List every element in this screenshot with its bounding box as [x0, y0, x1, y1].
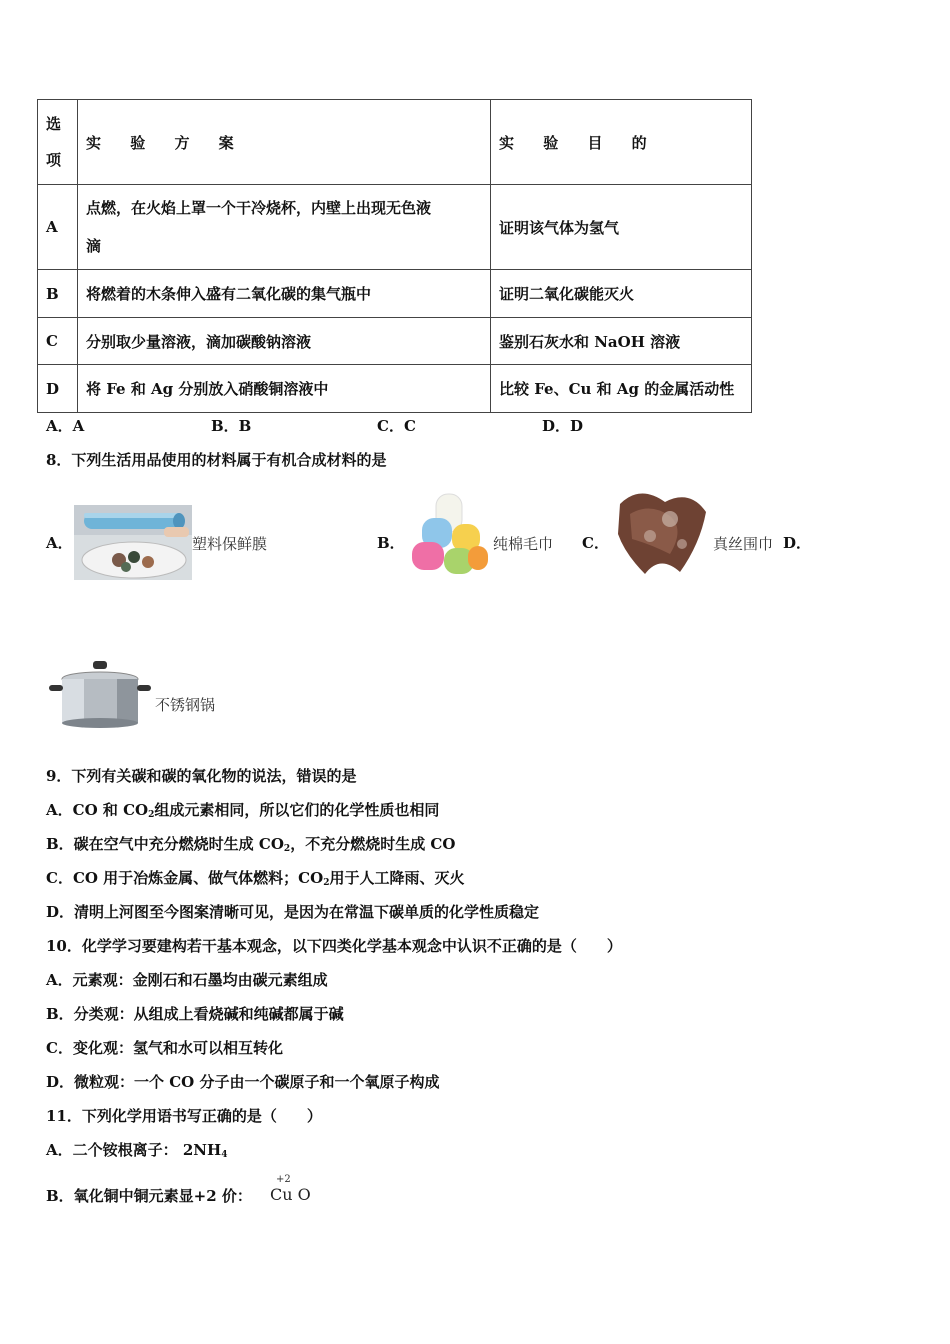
row-goal: 证明该气体为氢气 [491, 185, 752, 270]
q10-option-b: B．分类观：从组成上看烧碱和纯碱都属于碱 [46, 1005, 344, 1023]
q8-option-b-label: B． [377, 534, 405, 552]
header-plan: 实 验 方 案 [78, 100, 491, 185]
q9-c-text: C．CO 用于冶炼金属、做气体燃料；CO [46, 869, 324, 887]
table-row [38, 318, 752, 365]
row-plan: 将 Fe 和 Ag 分别放入硝酸铜溶液中 [78, 365, 491, 413]
row-option: C [38, 318, 78, 365]
q11-a-sub: 4 [221, 1150, 228, 1160]
q9-a-text-post: 组成元素相同，所以它们的化学性质也相同 [154, 801, 440, 819]
row-plan-line1: 点燃，在火焰上罩一个干冷烧杯，内壁上出现无色液 [86, 199, 432, 217]
q11-option-b: B．氧化铜中铜元素显+2 价： [46, 1187, 252, 1205]
q8-option-c-caption: 真丝围巾 [713, 535, 774, 553]
q8-stem: 8．下列生活用品使用的材料属于有机合成材料的是 [46, 451, 387, 469]
q8-option-a-label: A． [46, 534, 73, 552]
q8-option-d-caption: 不锈钢锅 [155, 696, 216, 714]
q9-b-text-post: ，不充分燃烧时生成 CO [290, 835, 456, 853]
q10-option-a: A．元素观：金刚石和石墨均由碳元素组成 [46, 971, 328, 989]
q9-b-sub: 2 [283, 844, 291, 854]
row-plan: 将燃着的木条伸入盛有二氧化碳的集气瓶中 [78, 270, 491, 318]
q9-stem: 9．下列有关碳和碳的氧化物的说法，错误的是 [46, 767, 357, 785]
q11-option-a [46, 1140, 227, 1165]
q9-option-d: D．清明上河图至今图案清晰可见，是因为在常温下碳单质的化学性质稳定 [46, 903, 540, 921]
row-option: D [38, 365, 78, 413]
q8-option-a-caption: 塑料保鲜膜 [192, 535, 268, 553]
q7-option-c: C．C [377, 417, 416, 435]
q9-option-c [46, 868, 464, 893]
row-plan-line2: 滴 [86, 237, 102, 255]
q7-option-d: D．D [542, 417, 584, 435]
plastic-wrap-image [74, 505, 192, 580]
q9-c-text-post: 用于人工降雨、灭火 [329, 869, 465, 887]
q10-stem: 10．化学学习要建构若干基本观念，以下四类化学基本观念中认识不正确的是（ ） [46, 937, 622, 955]
q9-b-text: B．碳在空气中充分燃烧时生成 CO [46, 835, 284, 853]
q9-a-sub: 2 [148, 810, 155, 820]
q9-c-sub: 2 [323, 878, 330, 888]
silk-scarf-image [610, 484, 712, 580]
q11-a-formula: 2NH [182, 1141, 222, 1159]
q11-b-valence: +2 [276, 1174, 291, 1185]
experiment-table [37, 99, 752, 413]
row-option: A [38, 185, 78, 270]
q11-b-formula: Cu O [270, 1185, 311, 1204]
cotton-towel-image [408, 490, 492, 580]
q10-option-d: D．微粒观：一个 CO 分子由一个碳原子和一个氧原子构成 [46, 1073, 440, 1091]
row-goal: 比较 Fe、Cu 和 Ag 的金属活动性 [491, 365, 752, 413]
table-row [38, 185, 752, 270]
q11-a-text: A．二个铵根离子： [46, 1141, 178, 1159]
table-header-row [38, 100, 752, 185]
header-option: 选项 [38, 100, 78, 185]
q8-option-c-label: C． [582, 534, 609, 552]
row-option: B [38, 270, 78, 318]
q7-option-a: A．A [46, 417, 85, 435]
q8-option-d-label: D． [783, 534, 812, 552]
q9-a-text: A．CO 和 CO [46, 801, 149, 819]
q7-option-b: B．B [211, 417, 252, 435]
q10-option-c: C．变化观：氢气和水可以相互转化 [46, 1039, 283, 1057]
q9-option-a [46, 800, 439, 825]
header-goal: 实 验 目 的 [491, 100, 752, 185]
row-plan: 分别取少量溶液，滴加碳酸钠溶液 [78, 318, 491, 365]
q8-option-b-caption: 纯棉毛巾 [493, 535, 554, 553]
row-goal: 鉴别石灰水和 NaOH 溶液 [491, 318, 752, 365]
steel-pot-image [47, 655, 153, 731]
q11-stem: 11．下列化学用语书写正确的是（ ） [46, 1107, 322, 1125]
table-row [38, 270, 752, 318]
row-goal: 证明二氧化碳能灭火 [491, 270, 752, 318]
table-row [38, 365, 752, 413]
q9-option-b [46, 834, 455, 859]
row-plan [78, 185, 491, 270]
